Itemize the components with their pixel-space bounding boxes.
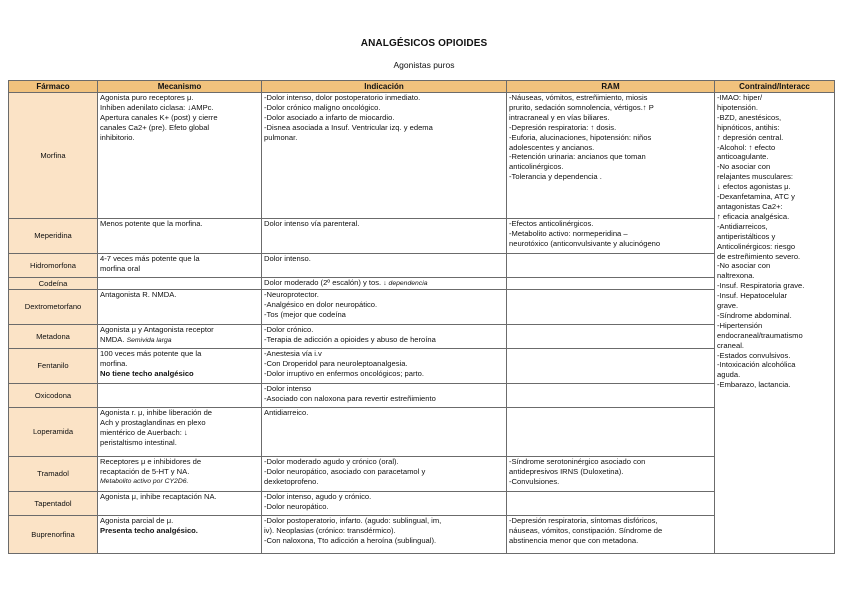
cell-line: naltrexona.: [717, 271, 755, 281]
cell-line: Agonista μ y Antagonista receptor: [100, 325, 214, 334]
cell-line: adolescentes y ancianos.: [509, 142, 595, 152]
cell-note: Metabolito activo por CY2D6.: [100, 477, 189, 485]
cell-line: -Asociado con naloxona para revertir estreñimiento: [264, 393, 436, 403]
cell-line: mientérico de Auerbach: ↓: [100, 427, 188, 437]
cell-line: de estreñimiento severo.: [717, 251, 801, 261]
table-row: [9, 349, 835, 384]
drug-name: Metadona: [9, 325, 98, 349]
mecanismo-cell: [98, 325, 262, 349]
cell-line-bold: No tiene techo analgésico: [100, 368, 194, 378]
indicacion-cell: [262, 457, 507, 492]
cell-line: -Analgésico en dolor neuropático.: [264, 299, 378, 309]
table-row: [9, 278, 835, 290]
cell-line: -Síndrome serotoninérgico asociado con: [509, 457, 646, 466]
mecanismo-cell: [98, 492, 262, 516]
cell-line: ↑ depresión central.: [717, 132, 784, 142]
table-row: [9, 254, 835, 278]
cell-line: -Antidiarreicos,: [717, 221, 768, 231]
cell-line: -Dolor irruptivo en enfermos oncológicos; parto.: [264, 368, 424, 378]
cell-line: -Tolerancia y dependencia .: [509, 172, 602, 182]
table-row: [9, 408, 835, 457]
cell-line: -Con Droperidol para neuroleptoanalgesia.: [264, 358, 408, 368]
cell-line: -Dolor postoperatorio, infarto. (agudo: sublingual, im,: [264, 516, 442, 525]
cell-line: aguda.: [717, 370, 741, 380]
cell-line: -Síndrome abdominal.: [717, 310, 792, 320]
cell-line: -Alcohol: ↑ efecto: [717, 142, 776, 152]
cell-line: Agonista μ, inhibe recaptación NA.: [100, 492, 217, 501]
header-indicacion: Indicación: [262, 81, 507, 93]
cell-line: hipnóticos, antihis:: [717, 122, 780, 132]
cell-line: -Náuseas, vómitos, estreñimiento, miosis: [509, 93, 648, 102]
cell-line: Inhiben adenilato ciclasa: ↓AMPc.: [100, 102, 214, 112]
mecanismo-cell: [98, 290, 262, 325]
indicacion-cell: [262, 516, 507, 554]
mecanismo-cell: [98, 93, 262, 219]
table-row: [9, 93, 835, 219]
cell-line: Agonista puro receptores μ.: [100, 93, 194, 102]
cell-line: -Hipertensión: [717, 320, 763, 330]
table-header-row: [9, 81, 835, 93]
cell-line: recaptación de 5-HT y NA.: [100, 466, 190, 476]
cell-line: -No asociar con: [717, 261, 771, 271]
cell-line: Apertura canales K+ (post) y cierre: [100, 112, 218, 122]
cell-line: -Depresión respiratoria, síntomas disfóricos,: [509, 516, 658, 525]
cell-line: -Insuf. Respiratoria grave.: [717, 281, 805, 291]
document-subtitle: Agonistas puros: [393, 60, 455, 70]
cell-line: peristaltismo intestinal.: [100, 437, 177, 447]
cell-line: ↑ eficacia analgésica.: [717, 211, 790, 221]
cell-line: Dolor intenso.: [264, 254, 311, 263]
ram-cell: [507, 325, 715, 349]
cell-line: -Dolor moderado agudo y crónico (oral).: [264, 457, 399, 466]
cell-line: -Depresión respiratoria: ↑ dosis.: [509, 122, 617, 132]
cell-line: relajantes musculares:: [717, 172, 793, 182]
cell-line: -Dolor neuropático.: [264, 501, 329, 511]
cell-line: -Retención urinaria: ancianos que toman: [509, 152, 646, 162]
cell-line: -Metabolito activo: normeperidina –: [509, 228, 628, 238]
cell-line: Antidiarreico.: [264, 408, 309, 417]
cell-line: Anticolinérgicos: riesgo: [717, 241, 796, 251]
cell-line: grave.: [717, 301, 739, 311]
opioid-table: [8, 80, 835, 554]
table-row: [9, 325, 835, 349]
cell-line: -Insuf. Hepatocelular: [717, 291, 788, 301]
cell-line: ↓ efectos agonistas μ.: [717, 182, 791, 192]
indicacion-cell: [262, 325, 507, 349]
contraindicaciones-cell: [715, 93, 835, 554]
cell-line: -No asociar con: [717, 162, 771, 172]
cell-line: neurotóxico (anticonvulsivante y alucinógeno: [509, 238, 661, 248]
cell-line: -Dolor intenso, dolor postoperatorio inmediato.: [264, 93, 421, 102]
cell-line: intracraneal y en vías biliares.: [509, 112, 610, 122]
cell-line: Dolor intenso vía parenteral.: [264, 219, 360, 228]
cell-line: -Intoxicación alcohólica: [717, 360, 796, 370]
cell-line: iv). Neoplasias (crónico: transdérmico).: [264, 525, 396, 535]
mecanismo-cell: [98, 254, 262, 278]
drug-name: Tapentadol: [9, 492, 98, 516]
cell-line: dexketoprofeno.: [264, 476, 319, 486]
cell-line: abstinencia menor que con metadona.: [509, 535, 639, 545]
cell-line: -Euforia, alucinaciones, hipotensión: niños: [509, 132, 652, 142]
drug-name: Codeína: [9, 278, 98, 290]
cell-line: -Embarazo, lactancia.: [717, 380, 791, 390]
cell-note: ↓ dependencia: [383, 280, 428, 287]
header-mecanismo: Mecanismo: [98, 81, 262, 93]
cell-line: inhibitorio.: [100, 132, 135, 142]
ram-cell: [507, 349, 715, 384]
indicacion-cell: [262, 93, 507, 219]
cell-line: prurito, sedación somnolencia, vértigos.↑ P: [509, 102, 654, 112]
mecanismo-cell: [98, 219, 262, 254]
indicacion-cell: [262, 349, 507, 384]
cell-line: -Convulsiones.: [509, 476, 560, 486]
cell-line: Antagonista R. NMDA.: [100, 290, 177, 299]
drug-name: Hidromorfona: [9, 254, 98, 278]
mecanismo-cell: [98, 349, 262, 384]
table-row: [9, 384, 835, 408]
cell-line: 4-7 veces más potente que la: [100, 254, 200, 263]
cell-line: -Disnea asociada a Insuf. Ventricular izq. y edema: [264, 122, 433, 132]
mecanismo-cell: [98, 278, 262, 290]
mecanismo-cell: [98, 408, 262, 457]
cell-line: -Dolor neuropático, asociado con paracetamol y: [264, 466, 426, 476]
cell-line: hipotensión.: [717, 102, 758, 112]
cell-line: Ach y prostaglandinas en plexo: [100, 417, 206, 427]
indicacion-cell: [262, 492, 507, 516]
cell-line: -Dolor intenso, agudo y crónico.: [264, 492, 372, 501]
cell-line: pulmonar.: [264, 132, 298, 142]
indicacion-cell: [262, 408, 507, 457]
mecanismo-cell: [98, 516, 262, 554]
cell-line: morfina.: [100, 358, 128, 368]
cell-line: náuseas, vómitos, constipación. Síndrome de: [509, 525, 663, 535]
cell-line: -Neuroprotector.: [264, 290, 319, 299]
table-row: [9, 492, 835, 516]
cell-line: -Dolor crónico.: [264, 325, 314, 334]
cell-note: Semivida larga: [126, 336, 172, 344]
cell-line: -Dexanfetamina, ATC y: [717, 192, 795, 202]
cell-line: -Efectos anticolinérgicos.: [509, 219, 594, 228]
indicacion-cell: [262, 219, 507, 254]
table-row: [9, 457, 835, 492]
cell-line: -Dolor crónico maligno oncológico.: [264, 102, 381, 112]
ram-cell: [507, 93, 715, 219]
cell-line: -Anestesia vía i.v: [264, 349, 322, 358]
cell-line: morfina oral: [100, 263, 141, 273]
drug-name: Fentanilo: [9, 349, 98, 384]
table-row: [9, 516, 835, 554]
cell-line: -Estados convulsivos.: [717, 350, 791, 360]
cell-line: 100 veces más potente que la: [100, 349, 202, 358]
cell-line: antagonistas Ca2+:: [717, 201, 783, 211]
cell-line: -IMAO: hiper/: [717, 93, 763, 102]
indicacion-cell: [262, 254, 507, 278]
cell-line-bold: Presenta techo analgésico.: [100, 525, 198, 535]
cell-line: -Dolor asociado a infarto de miocardio.: [264, 112, 395, 122]
cell-line: antidepresivos IRNS (Duloxetina).: [509, 466, 624, 476]
ram-cell: [507, 254, 715, 278]
document-title: ANALGÉSICOS OPIOIDES: [360, 38, 488, 49]
cell-line: endocraneal/traumatismo: [717, 330, 803, 340]
cell-line: Dolor moderado (2º escalón) y tos.: [264, 278, 384, 287]
ram-cell: [507, 219, 715, 254]
cell-line: NMDA.: [100, 334, 127, 344]
drug-name: Oxicodona: [9, 384, 98, 408]
drug-name: Meperidina: [9, 219, 98, 254]
header-ram: RAM: [507, 81, 715, 93]
drug-name: Morfina: [9, 93, 98, 219]
ram-cell: [507, 384, 715, 408]
cell-line: Receptores μ e inhibidores de: [100, 457, 202, 466]
header-contraindicaciones: Contraind/Interacc: [715, 81, 835, 93]
mecanismo-cell: [98, 384, 262, 408]
mecanismo-cell: [98, 457, 262, 492]
indicacion-cell: [262, 290, 507, 325]
cell-line: -BZD, anestésicos,: [717, 112, 782, 122]
cell-line: Menos potente que la morfina.: [100, 219, 203, 228]
cell-line: antiperistálticos y: [717, 231, 776, 241]
drug-name: Buprenorfina: [9, 516, 98, 554]
ram-cell: [507, 408, 715, 457]
ram-cell: [507, 457, 715, 492]
cell-line: -Terapia de adicción a opioides y abuso de heroína: [264, 334, 436, 344]
header-farmaco: Fármaco: [9, 81, 98, 93]
cell-line: -Tos (mejor que codeína: [264, 309, 346, 319]
indicacion-cell: [262, 278, 507, 290]
table-row: [9, 219, 835, 254]
ram-cell: [507, 278, 715, 290]
table-row: [9, 290, 835, 325]
cell-line: craneal.: [717, 340, 745, 350]
ram-cell: [507, 290, 715, 325]
cell-line: anticolinérgicos.: [509, 162, 564, 172]
indicacion-cell: [262, 384, 507, 408]
cell-line: -Dolor intenso: [264, 384, 312, 393]
cell-line: Agonista r. μ, inhibe liberación de: [100, 408, 213, 417]
drug-name: Dextrometorfano: [9, 290, 98, 325]
ram-cell: [507, 492, 715, 516]
cell-line: -Con naloxona, Tto adicción a heroína (sublingual).: [264, 535, 437, 545]
drug-name: Loperamida: [9, 408, 98, 457]
ram-cell: [507, 516, 715, 554]
cell-line: canales Ca2+ (pre). Efeto global: [100, 122, 210, 132]
cell-line: anticoagulante.: [717, 152, 769, 162]
drug-name: Tramadol: [9, 457, 98, 492]
cell-line: Agonista parcial de μ.: [100, 516, 174, 525]
